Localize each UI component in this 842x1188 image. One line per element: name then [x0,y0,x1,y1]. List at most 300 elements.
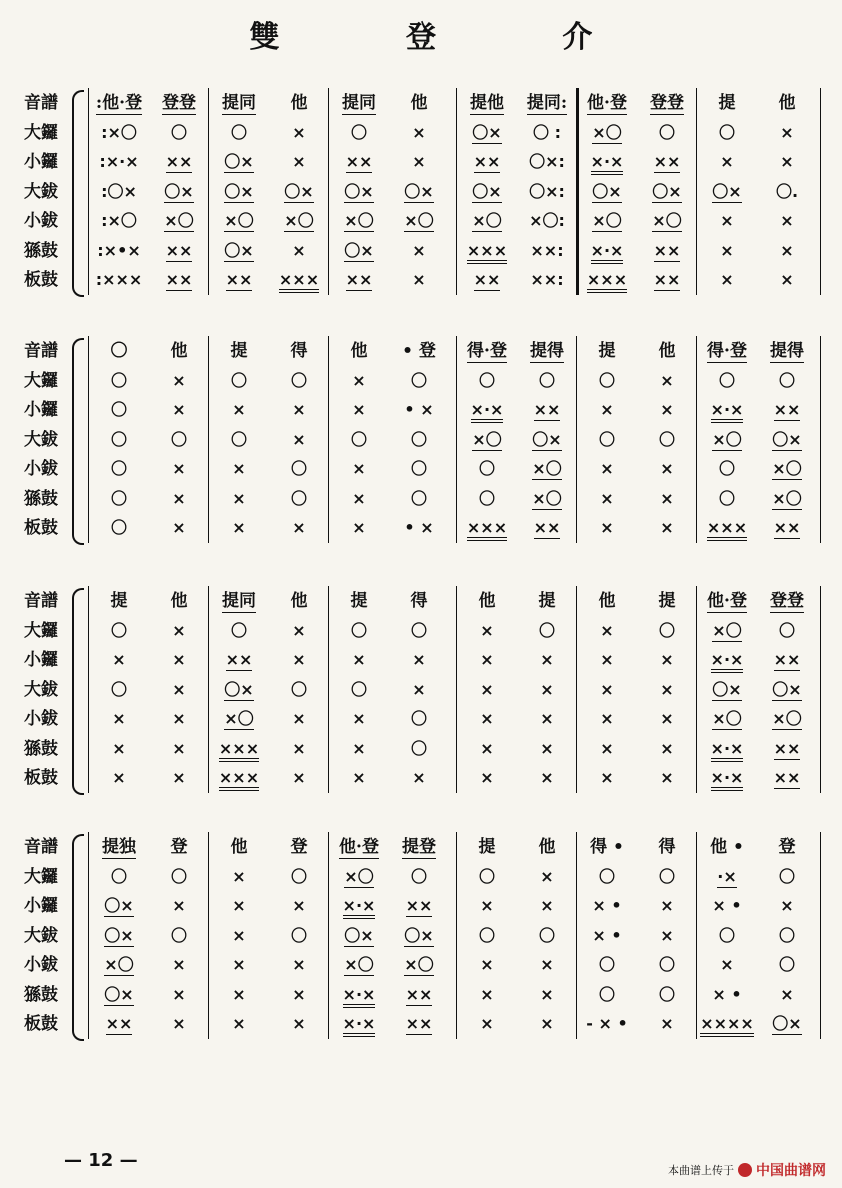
score-cell: × [172,955,186,974]
score-cell: × [480,738,494,758]
score-cell: ×〇 [224,709,254,728]
score-cell: × [720,955,734,974]
score-cell: 〇 [230,429,247,449]
score-cell: 〇 [350,122,367,142]
score-cell: × [540,1014,554,1033]
score-cell: ×× [653,152,681,171]
page-number: — 12 — [64,1150,138,1171]
score-cell: ×〇 [712,620,742,640]
score-cell: 〇× [404,925,434,945]
score-cell: 他·登 [339,837,379,857]
score-row [0,1009,842,1039]
score-cell: × [292,429,306,449]
score-row [0,147,842,177]
score-cell: 提 [230,341,248,361]
score-cell: 他·登 [707,591,747,611]
score-cell: 他 [410,93,428,113]
barline [696,832,697,1039]
score-cell: 〇 [410,866,427,886]
score-cell: × [172,518,186,537]
score-system-3 [0,586,842,803]
score-cell: 登登 [162,93,196,113]
score-cell: 〇× [772,1014,802,1033]
score-cell: 〇 [778,925,795,945]
barline [820,586,821,793]
score-cell: 〇 [718,459,735,478]
instrument-label: 大鈸 [24,679,58,700]
score-row [0,704,842,734]
score-cell: 〇× [104,896,134,915]
score-cell: 〇 [290,866,307,886]
score-cell: × [232,459,246,478]
barline [208,336,209,543]
score-cell: × [172,400,186,419]
barline [820,88,821,295]
score-cell: × [780,211,794,230]
barline [456,336,457,543]
score-cell: × [292,709,306,728]
score-cell: ×〇 [284,211,314,230]
score-cell: 提他 [470,93,504,113]
score-cell: 〇 [170,429,187,449]
score-cell: ×× [473,270,501,289]
score-cell: ×× [405,1014,433,1033]
score-cell: ×× [165,240,193,260]
score-cell: ×× [533,518,561,537]
score-cell: × [172,620,186,640]
score-cell: 〇 [658,122,675,142]
score-cell: × [720,240,734,260]
score-cell: × [172,768,186,787]
score-cell: × [540,709,554,728]
score-cell: × [780,270,794,289]
score-cell: × • [712,984,742,1004]
score-cell: × [780,896,794,915]
score-cell: 〇 [110,459,127,478]
score-cell: 〇×: [529,152,565,171]
score-cell: × [780,984,794,1004]
score-cell: × [660,1014,674,1033]
score-cell: 提 [478,837,496,857]
score-cell: × [292,896,306,915]
score-cell: × [232,1014,246,1033]
score-cell: × [540,955,554,974]
score-row [0,616,842,646]
score-cell: × [600,400,614,419]
score-cell: 〇 [658,955,675,974]
score-cell: • 登 [402,341,436,361]
score-cell: × [292,650,306,669]
score-cell: × [480,896,494,915]
score-cell: 〇 [538,925,555,945]
score-cell: :×〇 [101,122,137,142]
score-cell: 提 [110,591,128,611]
instrument-label: 大鑼 [24,866,58,887]
score-cell: 提得 [770,341,804,361]
score-cell: × [172,1014,186,1033]
score-cell: × [412,679,426,699]
score-cell: 〇× [712,181,742,201]
score-cell: 〇 [110,341,128,361]
score-cell: × [540,896,554,915]
score-row [0,206,842,236]
barline [88,88,89,295]
score-cell: 提独 [102,837,136,857]
score-row [0,395,842,425]
score-cell: 〇× [472,122,502,142]
score-cell: 得 [290,341,308,361]
score-cell: 得·登 [707,341,747,361]
score-cell: ×× [773,518,801,537]
score-cell: 〇 [410,429,427,449]
score-cell: 提同: [526,93,568,113]
score-cell: × [660,459,674,478]
score-cell: × [412,270,426,289]
score-cell: × [660,518,674,537]
score-cell: × [112,738,126,758]
score-cell: × [600,709,614,728]
score-cell: 〇× [224,679,254,699]
score-cell: 〇× [772,429,802,449]
score-cell: 〇 [170,122,187,142]
score-cell: 〇× [344,240,374,260]
score-cell: 登 [170,837,188,857]
instrument-label: 音譜 [24,591,58,611]
score-cell: • × [404,518,434,537]
score-cell: 他 [478,591,496,611]
score-cell: ×× [533,400,561,419]
score-cell: 〇 [290,488,307,508]
score-cell: ×〇 [344,955,374,974]
score-cell: 提同 [342,93,376,113]
score-row [0,88,842,118]
score-cell: × [292,620,306,640]
score-cell: × [352,488,366,508]
score-row [0,118,842,148]
barline [88,832,89,1039]
score-cell: ×× [345,152,373,171]
score-row [0,236,842,266]
score-cell: × [480,1014,494,1033]
score-cell: × [172,738,186,758]
score-cell: ××× [458,236,516,266]
score-row [0,425,842,455]
score-cell: 〇 [110,679,127,699]
score-cell: ××× [270,265,328,295]
score-cell: 〇× [652,181,682,201]
score-cell: 〇. [775,181,799,201]
score-cell: × [720,270,734,289]
score-cell: :他·登 [95,93,143,113]
barline [456,832,457,1039]
score-cell: 〇× [104,925,134,945]
barline [576,88,579,295]
score-row [0,980,842,1010]
score-cell: × [232,488,246,508]
score-cell: ×〇 [472,429,502,449]
score-cell: 〇 [778,620,795,640]
score-cell: 他 [538,837,556,857]
score-cell: 他 • [710,837,744,857]
score-cell: × [232,925,246,945]
instrument-label: 大鑼 [24,370,58,391]
score-cell: ×〇 [404,955,434,974]
score-cell: × [600,459,614,478]
score-cell: 得·登 [467,341,507,361]
score-cell: 〇 [110,518,127,537]
score-cell: 〇 [350,620,367,640]
score-cell: ×× [165,152,193,171]
score-cell: 〇× [224,240,254,260]
score-cell: × [540,679,554,699]
score-cell: 提 [538,591,556,611]
score-cell: × [660,738,674,758]
score-cell: • × [404,400,434,419]
score-cell: × [660,709,674,728]
score-cell: 他 [290,93,308,113]
score-cell: × [292,152,306,171]
score-cell: ×〇 [472,211,502,230]
score-cell: × [600,768,614,787]
score-cell: ×× [225,650,253,669]
score-cell: × [480,709,494,728]
score-cell: ×〇 [224,211,254,230]
score-cell: × [172,650,186,669]
score-cell: ×〇 [772,488,802,508]
score-cell: 提 [658,591,676,611]
score-cell: × [540,866,554,886]
score-cell: 〇 [170,866,187,886]
score-cell: ×× [773,768,801,787]
score-cell: 〇 [410,709,427,728]
score-cell: :××× [95,270,143,289]
score-cell: × [352,709,366,728]
site-logo-icon [738,1163,752,1177]
score-row [0,265,842,295]
score-cell: ××: [530,270,564,289]
score-cell: × [780,122,794,142]
score-cell: × [780,240,794,260]
score-cell: ×× [653,270,681,289]
score-cell: - × • [586,1014,628,1033]
score-cell: ××× [578,265,636,295]
score-cell: 得 • [590,837,624,857]
score-cell: × [232,400,246,419]
score-cell: ××× [210,763,268,793]
score-cell: × [412,650,426,669]
score-cell: × [540,768,554,787]
score-cell: 〇× [712,679,742,699]
instrument-label: 猻鼓 [24,488,58,509]
score-cell: × [720,211,734,230]
score-row [0,862,842,892]
score-cell: 〇 [290,925,307,945]
score-cell: × [660,370,674,390]
barline [820,336,821,543]
score-cell: × [480,620,494,640]
score-cell: ×·× [330,980,388,1010]
barline [88,336,89,543]
score-cell: × [660,925,674,945]
score-row [0,513,842,543]
score-cell: 提得 [530,341,564,361]
score-row [0,734,842,764]
instrument-label: 小鑼 [24,400,58,420]
instrument-label: 板鼓 [24,518,58,538]
score-cell: 〇 [478,459,495,478]
score-cell: ×〇: [529,211,565,230]
score-cell: 他 [598,591,616,611]
score-cell: ××× [458,513,516,543]
score-cell: × [292,400,306,419]
score-cell: ×·× [578,147,636,177]
score-cell: ×〇 [344,211,374,230]
score-cell: × [232,518,246,537]
score-cell: 提同 [222,591,256,611]
score-cell: × [112,650,126,669]
score-cell: × [172,679,186,699]
score-cell: 〇 [230,370,247,390]
score-cell: 〇 [658,429,675,449]
score-cell: ×× [473,152,501,171]
score-cell: × [412,122,426,142]
score-cell: 〇 [538,370,555,390]
score-cell: × [352,400,366,419]
score-system-1 [0,88,842,305]
instrument-label: 小鈸 [24,709,58,729]
score-cell: × [292,1014,306,1033]
score-cell: 〇 [658,984,675,1004]
score-cell: 提 [718,93,736,113]
score-cell: 〇× [224,152,254,171]
barline [576,586,577,793]
score-cell: × [412,768,426,787]
score-cell: ×〇 [712,429,742,449]
barline [208,88,209,295]
score-cell: × [292,518,306,537]
score-cell: × [660,679,674,699]
score-cell: ×〇 [592,122,622,142]
score-cell: 他·登 [587,93,627,113]
score-cell: × [172,488,186,508]
score-cell: 他 [230,837,248,857]
score-cell: 〇 : [533,122,561,142]
score-cell: ××× [698,513,756,543]
score-cell: ×〇 [652,211,682,230]
score-cell: 〇× [164,181,194,201]
score-cell: ××: [530,240,564,260]
score-cell: × [600,650,614,669]
instrument-label: 大鈸 [24,429,58,450]
score-cell: 〇 [290,370,307,390]
score-cell: ×〇 [772,459,802,478]
score-cell: 〇 [658,866,675,886]
score-cell: ×× [773,650,801,669]
score-cell: × [292,122,306,142]
score-cell: :〇× [101,181,137,201]
score-cell: ×× [165,270,193,289]
score-cell: ×·× [578,236,636,266]
score-cell: × [412,152,426,171]
score-cell: × [412,240,426,260]
score-cell: ×·× [698,645,756,675]
score-cell: 登登 [650,93,684,113]
score-cell: 〇 [718,488,735,508]
score-cell: 〇 [230,620,247,640]
instrument-label: 音譜 [24,837,58,857]
score-cell: 〇 [478,866,495,886]
score-cell: × [540,650,554,669]
score-row [0,675,842,705]
score-cell: 登 [778,837,796,857]
footer-site: 中国曲谱网 [756,1163,826,1179]
instrument-label: 小鈸 [24,955,58,975]
score-cell: × • [592,896,622,915]
instrument-label: 小鑼 [24,650,58,670]
score-cell: × [292,768,306,787]
score-cell: × [112,709,126,728]
score-cell: × [232,866,246,886]
score-cell: ×〇 [592,211,622,230]
score-cell: ×××× [698,1009,756,1039]
barline [328,336,329,543]
score-cell: 〇× [772,679,802,699]
score-cell: × [780,152,794,171]
score-cell: 〇 [778,866,795,886]
score-cell: ×〇 [532,459,562,478]
score-cell: × [660,488,674,508]
score-cell: ×× [773,738,801,758]
score-cell: 〇 [598,866,615,886]
barline [456,586,457,793]
instrument-label: 大鈸 [24,181,58,202]
score-cell: 〇 [718,370,735,390]
score-cell: × [540,738,554,758]
instrument-label: 猻鼓 [24,240,58,261]
score-cell: 〇 [410,370,427,390]
score-cell: 〇 [110,488,127,508]
score-cell: ×·× [698,395,756,425]
score-system-4 [0,832,842,1049]
footer [668,1160,826,1180]
score-cell: × [600,488,614,508]
score-cell: 〇×: [529,181,565,201]
score-cell: 〇 [718,122,735,142]
score-cell: × [232,896,246,915]
score-cell: 〇 [110,370,127,390]
score-cell: ×× [405,984,433,1004]
score-cell: :×〇 [101,211,137,230]
instrument-label: 大鑼 [24,620,58,641]
instrument-label: 板鼓 [24,270,58,290]
score-row [0,177,842,207]
score-cell: × [660,400,674,419]
score-cell: ×〇 [344,866,374,886]
score-row [0,454,842,484]
instrument-label: 音譜 [24,93,58,113]
instrument-label: 小鈸 [24,211,58,231]
score-cell: 〇 [410,738,427,758]
barline [328,88,329,295]
score-cell: × [352,738,366,758]
score-cell: × [232,955,246,974]
instrument-label: 小鑼 [24,152,58,172]
score-cell: × [352,518,366,537]
score-cell: 〇× [344,181,374,201]
score-cell: 〇 [478,370,495,390]
score-cell: ×× [653,240,681,260]
score-cell: × [112,768,126,787]
